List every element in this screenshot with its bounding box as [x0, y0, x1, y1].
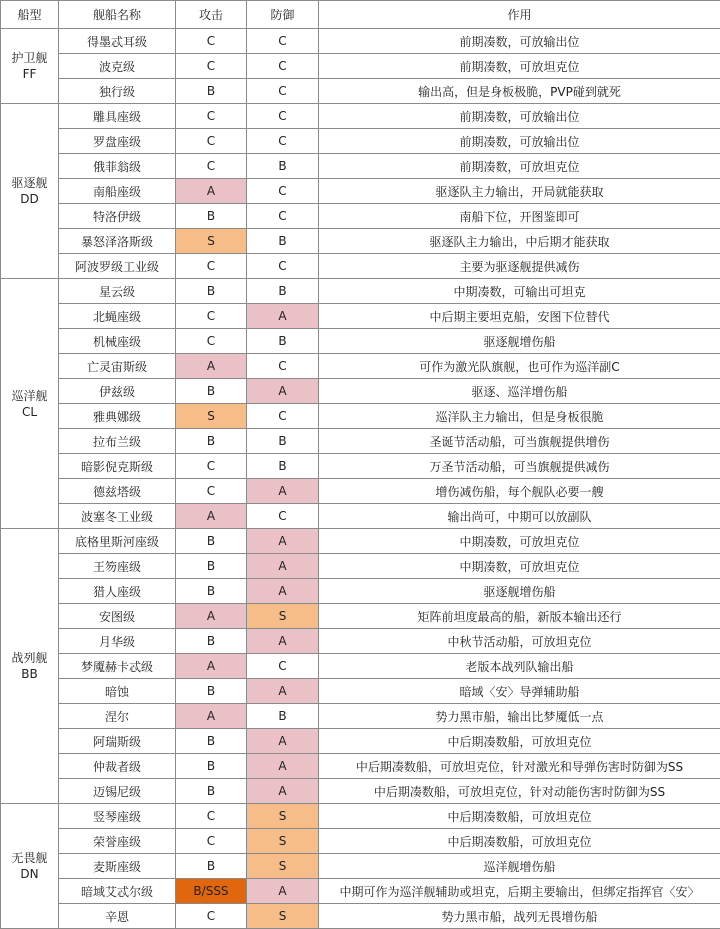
defense-grade: A — [247, 304, 319, 329]
ship-name: 暗影倪克斯级 — [59, 454, 176, 479]
ship-role: 暗域〈安〉导弹辅助船 — [319, 679, 720, 704]
defense-grade: C — [247, 254, 319, 279]
ship-name: 梦魇赫卡忒级 — [59, 654, 176, 679]
table-row — [1, 779, 720, 804]
ship-name: 特洛伊级 — [59, 204, 176, 229]
defense-grade: A — [247, 879, 319, 904]
ship-role: 前期凑数，可放坦克位 — [319, 54, 720, 79]
table-row — [1, 729, 720, 754]
attack-grade: B — [176, 754, 247, 779]
defense-grade: C — [247, 504, 319, 529]
ship-name: 罗盘座级 — [59, 129, 176, 154]
attack-grade: C — [176, 154, 247, 179]
table-row — [1, 29, 720, 54]
ship-role: 驱逐舰增伤船 — [319, 579, 720, 604]
ship-role: 前期凑数，可放输出位 — [319, 129, 720, 154]
ship-name: 独行级 — [59, 79, 176, 104]
table-row — [1, 104, 720, 129]
defense-grade: B — [247, 279, 319, 304]
ship-type-code: CL — [1, 404, 58, 420]
table-row — [1, 79, 720, 104]
ship-role: 前期凑数，可放坦克位 — [319, 154, 720, 179]
ship-role: 巡洋队主力输出，但是身板很脆 — [319, 404, 720, 429]
ship-type-code: DD — [1, 191, 58, 207]
attack-grade: B — [176, 379, 247, 404]
table-row — [1, 854, 720, 879]
attack-grade: B — [176, 279, 247, 304]
table-row — [1, 479, 720, 504]
ship-type-name: 战列舰 — [1, 650, 58, 666]
ship-name: 得墨忒耳级 — [59, 29, 176, 54]
table-row — [1, 304, 720, 329]
ship-type-name: 无畏舰 — [1, 850, 58, 866]
ship-name: 暗域艾忒尔级 — [59, 879, 176, 904]
ship-type-name: 护卫舰 — [1, 50, 58, 66]
attack-grade: B — [176, 429, 247, 454]
ship-name: 德兹塔级 — [59, 479, 176, 504]
ship-role: 万圣节活动船，可当旗舰提供减伤 — [319, 454, 720, 479]
ship-type-name: 驱逐舰 — [1, 175, 58, 191]
ship-type-cell — [1, 279, 59, 529]
attack-grade: A — [176, 504, 247, 529]
ship-name: 竖琴座级 — [59, 804, 176, 829]
attack-grade: C — [176, 329, 247, 354]
table-row — [1, 179, 720, 204]
table-row — [1, 629, 720, 654]
defense-grade: B — [247, 429, 319, 454]
table-row — [1, 879, 720, 904]
table-row — [1, 404, 720, 429]
attack-grade: C — [176, 904, 247, 929]
table-row — [1, 429, 720, 454]
defense-grade: A — [247, 729, 319, 754]
defense-grade: C — [247, 104, 319, 129]
attack-grade: B — [176, 629, 247, 654]
ship-role: 驱逐舰增伤船 — [319, 329, 720, 354]
ship-type-code: DN — [1, 866, 58, 882]
defense-grade: B — [247, 454, 319, 479]
defense-grade: C — [247, 54, 319, 79]
ship-name: 王笏座级 — [59, 554, 176, 579]
attack-grade: C — [176, 254, 247, 279]
table-row — [1, 154, 720, 179]
ship-type-code: FF — [1, 66, 58, 82]
ship-role: 南船下位，开图鉴即可 — [319, 204, 720, 229]
attack-grade: B — [176, 79, 247, 104]
defense-grade: A — [247, 579, 319, 604]
defense-grade: A — [247, 679, 319, 704]
ship-name: 雅典娜级 — [59, 404, 176, 429]
ship-name: 亡灵宙斯级 — [59, 354, 176, 379]
ship-name: 底格里斯河座级 — [59, 529, 176, 554]
attack-grade: B — [176, 554, 247, 579]
ship-name: 波克级 — [59, 54, 176, 79]
ship-role: 驱逐队主力输出，开局就能获取 — [319, 179, 720, 204]
defense-grade: A — [247, 629, 319, 654]
ship-role: 圣诞节活动船，可当旗舰提供增伤 — [319, 429, 720, 454]
defense-grade: B — [247, 704, 319, 729]
ship-type-cell — [1, 29, 59, 104]
table-row — [1, 354, 720, 379]
ship-name: 拉布兰级 — [59, 429, 176, 454]
table-row — [1, 204, 720, 229]
attack-grade: S — [176, 229, 247, 254]
attack-grade: C — [176, 829, 247, 854]
table-row — [1, 254, 720, 279]
ship-role: 输出尚可，中期可以放副队 — [319, 504, 720, 529]
table-row — [1, 504, 720, 529]
ship-role: 前期凑数，可放输出位 — [319, 29, 720, 54]
ship-name: 涅尔 — [59, 704, 176, 729]
ship-name: 俄菲翁级 — [59, 154, 176, 179]
ship-role: 中后期主要坦克船，安图下位替代 — [319, 304, 720, 329]
ship-role: 中后期凑数船，可放坦克位，针对激光和导弹伤害时防御为SS — [319, 754, 720, 779]
defense-grade: C — [247, 654, 319, 679]
attack-grade: C — [176, 54, 247, 79]
table-row — [1, 229, 720, 254]
defense-grade: C — [247, 29, 319, 54]
table-row — [1, 679, 720, 704]
attack-grade: A — [176, 354, 247, 379]
table-row — [1, 604, 720, 629]
ship-role: 中后期凑数船，可放坦克位 — [319, 829, 720, 854]
attack-grade: B — [176, 579, 247, 604]
defense-grade: S — [247, 904, 319, 929]
table-row — [1, 704, 720, 729]
defense-grade: S — [247, 829, 319, 854]
attack-grade: C — [176, 304, 247, 329]
attack-grade: A — [176, 704, 247, 729]
defense-grade: C — [247, 204, 319, 229]
attack-grade: C — [176, 104, 247, 129]
defense-grade: A — [247, 479, 319, 504]
ship-role: 中期凑数，可输出可坦克 — [319, 279, 720, 304]
table-row — [1, 579, 720, 604]
header-attack: 攻击 — [176, 1, 247, 29]
defense-grade: A — [247, 379, 319, 404]
ship-role: 中后期凑数船，可放坦克位，针对动能伤害时防御为SS — [319, 779, 720, 804]
ship-name: 猎人座级 — [59, 579, 176, 604]
header-defense: 防御 — [247, 1, 319, 29]
ship-role: 前期凑数，可放输出位 — [319, 104, 720, 129]
ship-name: 辛恩 — [59, 904, 176, 929]
ship-role: 驱逐、巡洋增伤船 — [319, 379, 720, 404]
ship-type-cell — [1, 804, 59, 929]
attack-grade: C — [176, 454, 247, 479]
ship-type-name: 巡洋舰 — [1, 388, 58, 404]
ship-type-cell — [1, 529, 59, 804]
defense-grade: C — [247, 79, 319, 104]
table-row — [1, 279, 720, 304]
attack-grade: A — [176, 604, 247, 629]
defense-grade: B — [247, 229, 319, 254]
attack-grade: C — [176, 804, 247, 829]
ship-type-cell — [1, 104, 59, 279]
ship-name: 阿瑞斯级 — [59, 729, 176, 754]
ship-role: 增伤减伤船，每个舰队必要一艘 — [319, 479, 720, 504]
header-role: 作用 — [319, 1, 720, 29]
ship-name: 波塞冬工业级 — [59, 504, 176, 529]
ship-role: 老版本战列队输出船 — [319, 654, 720, 679]
table-row — [1, 129, 720, 154]
ship-role: 中后期凑数船，可放坦克位 — [319, 804, 720, 829]
ship-name: 南船座级 — [59, 179, 176, 204]
attack-grade: S — [176, 404, 247, 429]
ship-role: 中期可作为巡洋舰辅助或坦克，后期主要输出，但绑定指挥官〈安〉 — [319, 879, 720, 904]
ship-name: 荣誉座级 — [59, 829, 176, 854]
defense-grade: C — [247, 129, 319, 154]
ship-name: 月华级 — [59, 629, 176, 654]
ship-name: 北蝇座级 — [59, 304, 176, 329]
ship-role: 可作为激光队旗舰，也可作为巡洋副C — [319, 354, 720, 379]
ship-name: 麦斯座级 — [59, 854, 176, 879]
defense-grade: B — [247, 329, 319, 354]
defense-grade: S — [247, 854, 319, 879]
defense-grade: B — [247, 154, 319, 179]
ship-role: 中后期凑数船，可放坦克位 — [319, 729, 720, 754]
ship-name: 安图级 — [59, 604, 176, 629]
table-row — [1, 654, 720, 679]
ship-name: 雕具座级 — [59, 104, 176, 129]
defense-grade: C — [247, 179, 319, 204]
defense-grade: S — [247, 804, 319, 829]
table-row — [1, 804, 720, 829]
ship-name: 伊兹级 — [59, 379, 176, 404]
attack-grade: B — [176, 204, 247, 229]
header-row — [1, 1, 720, 29]
attack-grade: A — [176, 179, 247, 204]
ship-role: 势力黑市船，战列无畏增伤船 — [319, 904, 720, 929]
attack-grade: B — [176, 729, 247, 754]
ship-name: 仲裁者级 — [59, 754, 176, 779]
ship-role: 输出高，但是身板极脆，PVP碰到就死 — [319, 79, 720, 104]
defense-grade: A — [247, 754, 319, 779]
defense-grade: C — [247, 404, 319, 429]
table-row — [1, 454, 720, 479]
attack-grade: C — [176, 129, 247, 154]
ship-role: 矩阵前坦度最高的船，新版本输出还行 — [319, 604, 720, 629]
header-ship-name: 舰船名称 — [59, 1, 176, 29]
ship-type-code: BB — [1, 666, 58, 682]
attack-grade: A — [176, 654, 247, 679]
ship-name: 暴怒泽洛斯级 — [59, 229, 176, 254]
ship-role: 主要为驱逐舰提供减伤 — [319, 254, 720, 279]
attack-grade: B — [176, 679, 247, 704]
table-row — [1, 554, 720, 579]
ship-name: 机械座级 — [59, 329, 176, 354]
ship-role: 势力黑市船，输出比梦魇低一点 — [319, 704, 720, 729]
defense-grade: A — [247, 554, 319, 579]
ship-role: 驱逐队主力输出，中后期才能获取 — [319, 229, 720, 254]
table-row — [1, 379, 720, 404]
table-row — [1, 754, 720, 779]
attack-grade: B — [176, 529, 247, 554]
defense-grade: S — [247, 604, 319, 629]
ship-role: 巡洋舰增伤船 — [319, 854, 720, 879]
defense-grade: A — [247, 529, 319, 554]
table-row — [1, 904, 720, 929]
table-row — [1, 829, 720, 854]
ship-role: 中期凑数，可放坦克位 — [319, 554, 720, 579]
ship-name: 迈锡尼级 — [59, 779, 176, 804]
table-row — [1, 329, 720, 354]
ship-name: 星云级 — [59, 279, 176, 304]
ship-role: 中秋节活动船，可放坦克位 — [319, 629, 720, 654]
ship-role: 中期凑数，可放坦克位 — [319, 529, 720, 554]
attack-grade: B/SSS — [176, 879, 247, 904]
defense-grade: C — [247, 354, 319, 379]
header-type: 船型 — [1, 1, 59, 29]
table-body — [1, 29, 720, 929]
table-row — [1, 529, 720, 554]
ship-name: 暗蚀 — [59, 679, 176, 704]
attack-grade: B — [176, 779, 247, 804]
attack-grade: B — [176, 854, 247, 879]
attack-grade: C — [176, 479, 247, 504]
table-row — [1, 54, 720, 79]
attack-grade: C — [176, 29, 247, 54]
defense-grade: A — [247, 779, 319, 804]
ship-name: 阿波罗级工业级 — [59, 254, 176, 279]
